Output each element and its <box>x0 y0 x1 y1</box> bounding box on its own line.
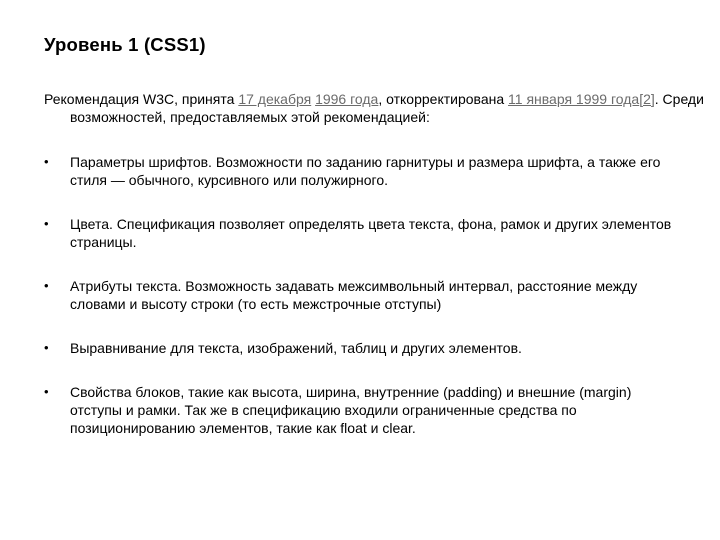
intro-suffix: . Среди возможностей, предоставляемых этой рекомендацией: <box>70 91 704 125</box>
list-item-colors <box>44 215 684 251</box>
list-item-text: Атрибуты текста. Возможность задавать межсимвольный интервал, расстояние между словами и высоту строки (то есть межстрочные отступы) <box>70 278 638 312</box>
link-17-december[interactable]: 17 декабря <box>238 91 312 107</box>
link-1996-year[interactable]: 1996 года <box>315 91 379 107</box>
bullet-icon: • <box>44 384 49 399</box>
bullet-icon: • <box>44 340 49 355</box>
list-item-text: Параметры шрифтов. Возможности по заданию гарнитуры и размера шрифта, а также его стиля — обычного, курсивного или полужирного. <box>70 154 661 188</box>
intro-prefix: Рекомендация W3C, принята <box>44 91 239 107</box>
slide-title: Уровень 1 (CSS1) <box>44 34 206 55</box>
footnote-ref-2[interactable]: [2] <box>639 91 655 107</box>
intro-paragraph <box>44 90 710 126</box>
list-item-alignment <box>44 339 684 357</box>
list-item-text-attributes <box>44 277 684 313</box>
list-item-text: Цвета. Спецификация позволяет определять цвета текста, фона, рамок и других элементов страницы. <box>70 216 672 250</box>
list-item-text: Выравнивание для текста, изображений, таблиц и других элементов. <box>70 340 522 356</box>
list-item-box-properties <box>44 383 684 437</box>
intro-middle: , откорректирована <box>378 91 509 107</box>
bullet-icon: • <box>44 278 49 293</box>
feature-list <box>44 153 684 463</box>
bullet-icon: • <box>44 216 49 231</box>
link-11-january-1999[interactable]: 11 января 1999 года <box>508 91 640 107</box>
list-item-fonts <box>44 153 684 189</box>
list-item-text: Свойства блоков, такие как высота, ширина, внутренние (padding) и внешние (margin) отступы и рамки. Так же в спецификацию входили ограниченные средства по позиционированию элементов, такие как float и clear. <box>70 384 632 436</box>
bullet-icon: • <box>44 154 49 169</box>
